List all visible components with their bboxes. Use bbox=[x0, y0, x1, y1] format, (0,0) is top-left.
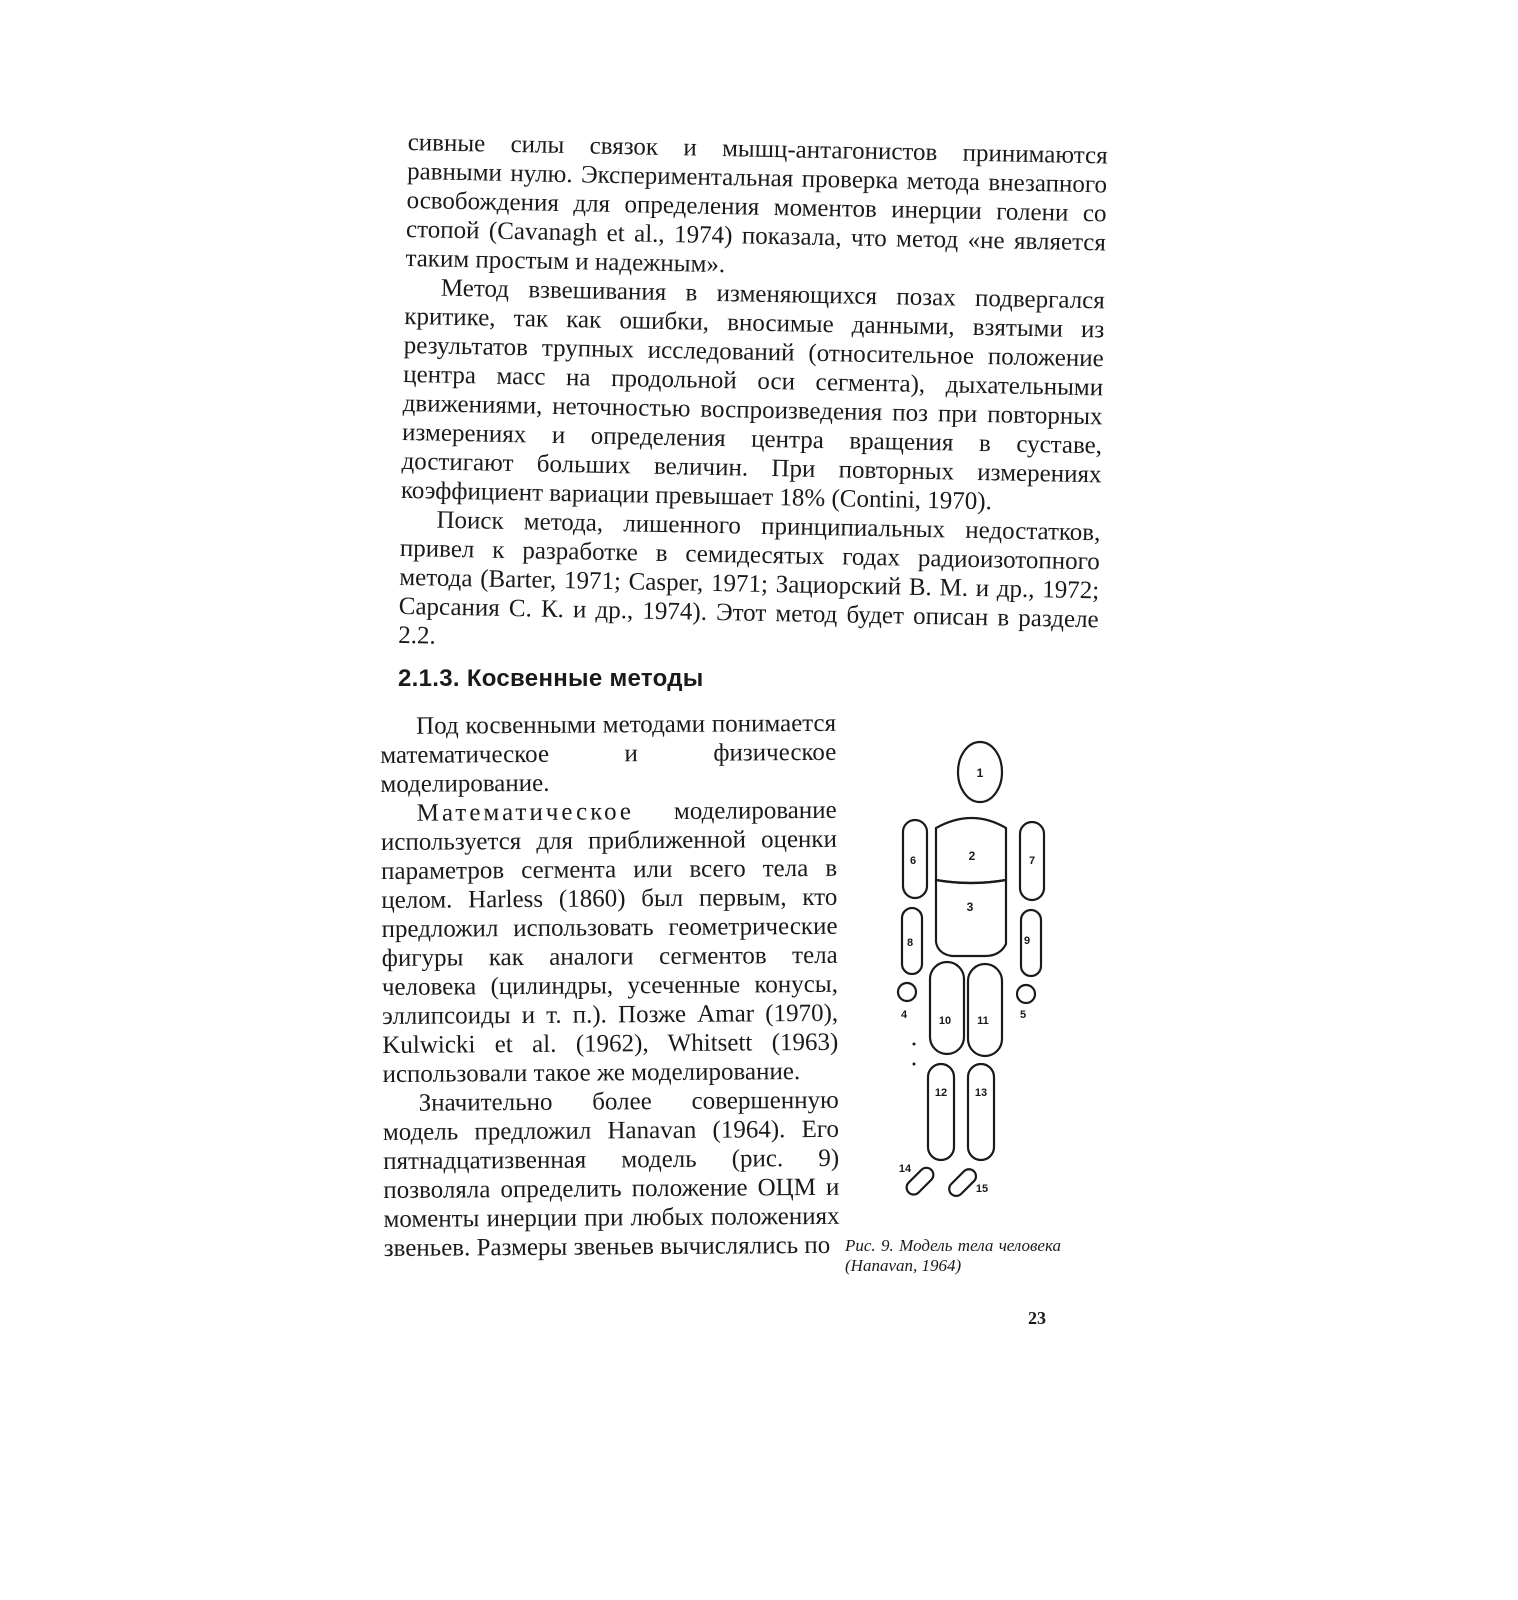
segment-right-thigh bbox=[968, 964, 1002, 1056]
paragraph-radioisotope-method: Поиск метода, лишенного принципиальных недостатков, привел к разработке в семидесятых годах радиоизотопного метода (Barter, 1971; Casper, 1971; Зациорский В. М. и др., 1972; Сарсания С. К. и др., 1974). Этот метод будет описан в разделе 2.2. bbox=[397, 506, 1101, 650]
mark-dot bbox=[913, 1063, 916, 1066]
section-heading: 2.1.3. Косвенные методы bbox=[398, 665, 704, 692]
spaced-term: Математическое bbox=[416, 798, 635, 827]
paragraph-mathematical-modeling bbox=[381, 796, 839, 1089]
segment-left-hand bbox=[898, 983, 916, 1001]
segment-left-thigh bbox=[930, 962, 964, 1054]
segment-label-1: 1 bbox=[976, 766, 984, 780]
figure-caption: Рис. 9. Модель тела человека (Hanavan, 1964) bbox=[845, 1236, 1061, 1275]
segment-label-11: 11 bbox=[977, 1015, 989, 1027]
segment-label-8: 8 bbox=[906, 937, 914, 949]
segment-label-9: 9 bbox=[1023, 935, 1031, 947]
segment-label-4: 4 bbox=[900, 1009, 908, 1021]
paragraph-weighing-method: Метод взвешивания в изменяющихся позах подвергался критике, так как ошибки, вносимые данными, взятыми из результатов трупных исследований (относительное положение центра масс на продольной оси сегмента), дыхательными движениями, неточностью воспроизведения поз при повторных измерениях и определения центра вращения в суставе, достигают больших величин. При повторных измерениях коэффициент вариации превышает 18% (Contini, 1970). bbox=[400, 274, 1106, 516]
hanavan-body-model-figure bbox=[880, 730, 1080, 1210]
segment-lower-torso bbox=[936, 880, 1006, 956]
left-text-column bbox=[380, 709, 840, 1263]
mark-dot bbox=[913, 1043, 916, 1046]
paragraph-indirect-methods: Под косвенными методами понимается математическое и физическое моделирование. bbox=[380, 709, 837, 798]
segment-label-5: 5 bbox=[1019, 1009, 1027, 1021]
segment-label-10: 10 bbox=[938, 1015, 952, 1027]
segment-label-12: 12 bbox=[934, 1087, 948, 1099]
paragraph-continuation: сивные силы связок и мышц-антагонистов принимаются равными нулю. Экспериментальная проверка метода внезапного освобождения для определения моментов инерции голени со стопой (Cavanagh et al., 1974) показала, что метод «не является таким простым и надежным». bbox=[405, 128, 1108, 279]
segment-right-foot bbox=[946, 1166, 979, 1199]
segment-label-7: 7 bbox=[1028, 855, 1036, 867]
paragraph-hanavan-model: Значительно более совершенную модель предложил Hanavan (1964). Его пятнадцатизвенная модель (рис. 9) позволяла определить положение ОЦМ и моменты инерции при любых положениях звеньев. Размеры звеньев вычислялись по bbox=[382, 1086, 840, 1262]
segment-label-3: 3 bbox=[966, 900, 974, 914]
segment-right-hand bbox=[1017, 985, 1035, 1003]
top-text-column bbox=[398, 128, 1108, 663]
page-number: 23 bbox=[1028, 1308, 1046, 1328]
segment-label-6: 6 bbox=[909, 855, 917, 867]
segment-label-14: 14 bbox=[898, 1163, 912, 1175]
segment-label-2: 2 bbox=[968, 849, 976, 863]
segment-left-shank bbox=[928, 1064, 954, 1160]
segment-right-shank bbox=[968, 1064, 994, 1160]
segment-label-15: 15 bbox=[975, 1183, 989, 1195]
segment-label-13: 13 bbox=[974, 1087, 988, 1099]
paragraph-mathematical-modeling-text: моделирование используется для приближенной оценки параметров сегмента или всего тела в целом. Harless (1860) был первым, кто предложил использовать геометрические фигуры как аналоги сегментов тела человека (цилиндры, усеченные конусы, эллипсоиды и т. п.). Позже Amar (1970), Kulwicki et al. (1962), Whitsett (1963) использовали такое же моделирование. bbox=[380, 796, 839, 1088]
